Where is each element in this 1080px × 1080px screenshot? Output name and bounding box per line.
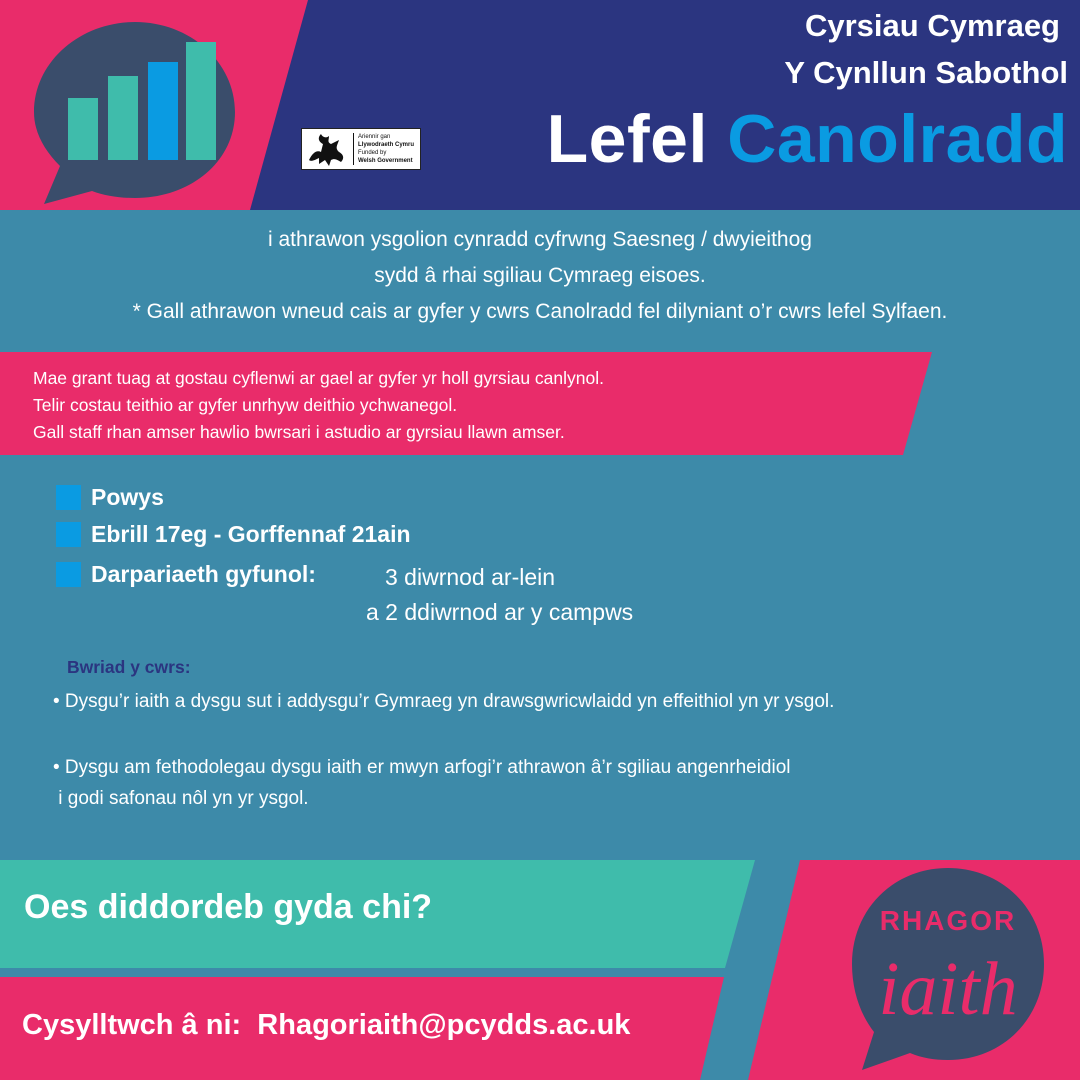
square-bullet-icon (56, 522, 81, 547)
detail-label: Powys (91, 484, 164, 510)
funder-line-2: Llywodraeth Cymru (358, 142, 415, 148)
aims-heading: Bwriad y cwrs: (67, 657, 191, 677)
contact-text: Cysylltwch â ni: Rhagoriaith@pcydds.ac.uk (22, 1009, 631, 1041)
intro-line: * Gall athrawon wneud cais ar gyfer y cwrs Canolradd fel dilyniant o’r cwrs lefel Sylfaen. (132, 300, 948, 323)
intro-line: sydd â rhai sgiliau Cymraeg eisoes. (374, 264, 706, 287)
intro-text (0, 222, 1080, 330)
detail-label: Darpariaeth gyfunol: (91, 561, 316, 587)
square-bullet-icon (56, 562, 81, 587)
brand-top-text: RHAGOR (879, 905, 1017, 936)
page-title (547, 100, 1068, 178)
cta-text: Oes diddordeb gyda chi? (24, 888, 433, 926)
aim-bullet-2 (53, 752, 791, 814)
grant-line: Mae grant tuag at gostau cyflenwi ar gael ar gyfer yr holl gyrsiau canlynol. (33, 368, 604, 388)
intro-line: i athrawon ysgolion cynradd cyfrwng Saesneg / dwyieithog (268, 228, 812, 251)
level-word: Lefel (546, 101, 708, 177)
funder-line-3: Funded by (358, 150, 387, 156)
funder-line-1: Ariennir gan (358, 134, 391, 140)
grant-line: Gall staff rhan amser hawlio bwrsari i astudio ar gyrsiau llawn amser. (33, 422, 565, 442)
square-bullet-icon (56, 485, 81, 510)
bar-chart-speech-bubble-icon (30, 18, 270, 208)
welsh-government-badge (301, 128, 421, 170)
title-courses: Cyrsiau Cymraeg (804, 8, 1060, 43)
speech-bubble-logo (848, 864, 1048, 1074)
detail-delivery (56, 561, 316, 588)
delivery-online: 3 diwrnod ar-lein (385, 564, 556, 590)
aim-bullet-1: • Dysgu’r iaith a dysgu sut i addysgu’r Gymraeg yn drawsgwricwlaidd yn effeithiol yn yr ysgol. (53, 691, 835, 712)
detail-label: Ebrill 17eg - Gorffennaf 21ain (91, 521, 411, 547)
brand-bottom-text: iaith (878, 947, 1018, 1031)
funder-line-4: Welsh Government (358, 158, 413, 164)
welsh-dragon-icon (305, 130, 349, 168)
funder-text (353, 133, 414, 165)
level-name: Canolradd (727, 101, 1068, 177)
aim-bullet-2-line: • Dysgu am fethodolegau dysgu iaith er mwyn arfogi’r athrawon â’r sgiliau angenrheidiol (53, 757, 791, 778)
aim-bullet-2-line: i godi safonau nôl yn yr ysgol. (53, 788, 309, 809)
title-scheme: Y Cynllun Sabothol (784, 55, 1068, 90)
detail-dates (56, 521, 411, 548)
delivery-campus: a 2 ddiwrnod ar y campws (366, 599, 634, 625)
grant-line: Telir costau teithio ar gyfer unrhyw deithio ychwanegol. (33, 395, 458, 415)
detail-location (56, 484, 164, 511)
grants-text (33, 365, 604, 446)
